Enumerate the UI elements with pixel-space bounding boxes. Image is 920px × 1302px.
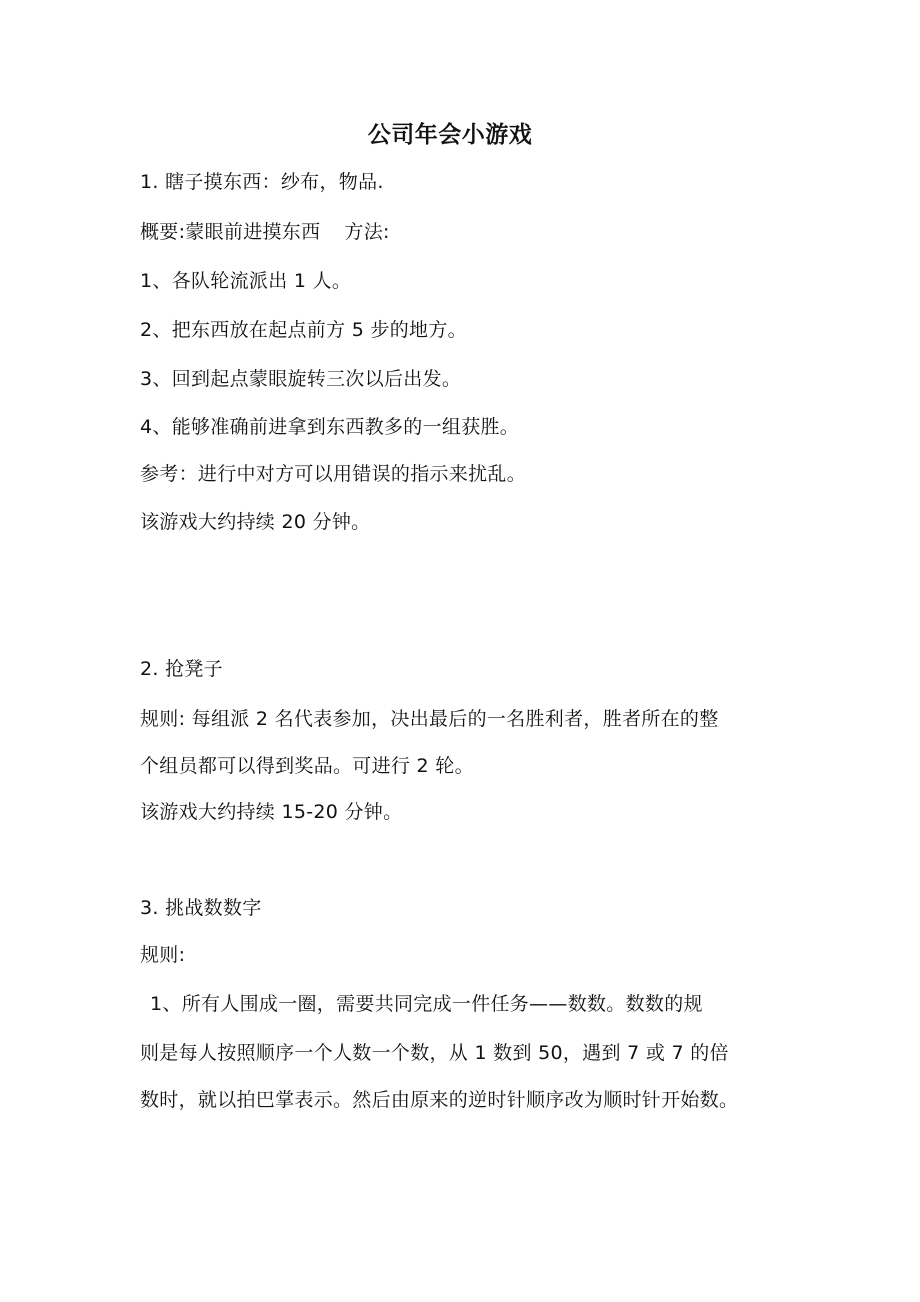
section-1-step-2: 2、把东西放在起点前方 5 步的地方。 bbox=[140, 319, 467, 341]
section-1-summary-label: 概要:蒙眼前进摸东西 bbox=[140, 221, 321, 243]
section-2-rules-line-1: 规则: 每组派 2 名代表参加，决出最后的一名胜利者，胜者所在的整 bbox=[140, 708, 719, 730]
section-3-heading: 3. 挑战数数字 bbox=[140, 897, 262, 919]
section-3-rules-label: 规则: bbox=[140, 944, 186, 966]
section-1-step-4: 4、能够准确前进拿到东西教多的一组获胜。 bbox=[140, 416, 520, 438]
section-2-duration: 该游戏大约持续 15-20 分钟。 bbox=[140, 801, 403, 823]
section-1-step-1: 1、各队轮流派出 1 人。 bbox=[140, 270, 352, 292]
section-1-duration: 该游戏大约持续 20 分钟。 bbox=[140, 511, 371, 533]
section-2-rules-line-2: 个组员都可以得到奖品。可进行 2 轮。 bbox=[140, 755, 474, 777]
section-1-note: 参考：进行中对方可以用错误的指示来扰乱。 bbox=[140, 463, 527, 485]
section-2-heading: 2. 抢凳子 bbox=[140, 658, 223, 680]
section-1-summary bbox=[140, 218, 820, 246]
section-3-rule-line-3: 数时，就以拍巴掌表示。然后由原来的逆时针顺序改为顺时针开始数。 bbox=[140, 1089, 739, 1111]
section-1-step-3: 3、回到起点蒙眼旋转三次以后出发。 bbox=[140, 368, 462, 390]
section-1-method-label: 方法: bbox=[344, 221, 390, 243]
section-3-rule-line-2: 则是每人按照顺序一个人数一个数，从 1 数到 50，遇到 7 或 7 的倍 bbox=[140, 1042, 729, 1064]
section-3-rule-line-1: 1、所有人围成一圈，需要共同完成一件任务——数数。数数的规 bbox=[150, 993, 703, 1015]
document-title: 公司年会小游戏 bbox=[367, 122, 533, 148]
section-1-heading: 1. 瞎子摸东西：纱布，物品. bbox=[140, 171, 384, 193]
